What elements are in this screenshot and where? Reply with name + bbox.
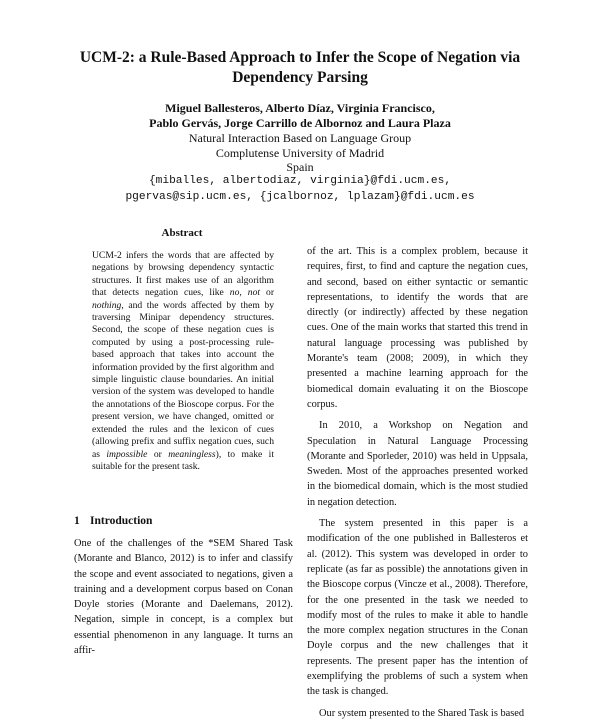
abstract-paragraph (92, 250, 274, 473)
body-paragraph: In 2010, a Workshop on Negation and Speculation in Natural Language Processing (Morante and Sporleder, 2010) was held in Uppsala, Sweden. Most of the approaches presented worked in the biomedical domain, which is the most studied in negation detection. (307, 420, 528, 508)
abstract-body (92, 250, 274, 473)
abstract-emphasis: no (229, 287, 240, 299)
body-paragraph: One of the challenges of the *SEM Shared Task (Morante and Blanco, 2012) is to infer and classify the scope and event associated to negations, given a training and a development corpus based on Conan Doyle stories (Morante and Daelemans, 2012). Negation, simple in concept, is a complex but essential phenomenon in any language. It turns an affir- (74, 538, 293, 657)
paper-title (50, 48, 550, 88)
affiliation-line: Complutense University of Madrid (215, 145, 385, 160)
abstract-emphasis: meaningless (168, 448, 216, 460)
abstract-text: or (260, 287, 275, 299)
abstract-text: ), to make it suitable for the present task. (92, 448, 274, 472)
abstract-emphasis: not (247, 287, 261, 299)
author-line: Miguel Ballesteros, Alberto Díaz, Virginia Francisco, (165, 101, 435, 115)
section-heading (74, 515, 152, 527)
abstract-text: , and the words affected by them by traversing Minipar dependency structures. Second, the scope of these negation cues is computed by using a post-processing rule-based approach that takes into account the information provided by the first algorithm and simple linguistic clause boundaries. An initial version of the system was developed to handle the annotations of the Bioscope corpus. For the present version, we have changed, omitted or extended the rules and the lexicon of cues (allowing prefix and suffix negation cues, such as (92, 299, 274, 460)
body-paragraph: The system presented in this paper is a modification of the one published in Ballesteros et al. (2012). This system was developed in order to replicate (as far as possible) the annotations given in the Bioscope corpus (Vincze et al., 2008). Therefore, for the one presented in the task we needed to modify most of the rules to make it able to handle the more complex negation structures in the Conan Doyle corpus and the new challenges that it represents. The present paper has the intention of exemplifying the problems of such a system when the task is changed. (307, 518, 528, 698)
affiliation (50, 131, 550, 175)
abstract-text: or (147, 448, 169, 460)
body-paragraph: Our system presented to the Shared Task is based (319, 707, 525, 719)
right-column-body (307, 244, 528, 721)
affiliation-line: Spain (286, 160, 314, 174)
abstract-emphasis: impossible (106, 448, 148, 460)
abstract-heading: Abstract (161, 227, 203, 239)
title-line: Dependency Parsing (232, 69, 368, 86)
author-line: Pablo Gervás, Jorge Carrillo de Albornoz and Laura Plaza (149, 116, 451, 130)
abstract-text: , (239, 287, 248, 299)
email-line: {miballes, albertodiaz, virginia}@fdi.ucm.es, (148, 175, 452, 187)
author-list (50, 101, 550, 131)
body-paragraph: of the art. This is a complex problem, because it requires, first, to find and capture the negation cues, and second, based on either syntactic or semantic representations, to identify the words that are directly (or indirectly) affected by these negation cues. One of the main works that started this trend in natural language processing was published by Morante's team (2008; 2009), in which they presented a machine learning approach for the biomedical domain evaluating it on the Bioscope corpus. (307, 246, 528, 410)
title-line: UCM-2: a Rule-Based Approach to Infer the Scope of Negation via (79, 49, 521, 66)
author-emails (50, 174, 550, 205)
abstract-text: UCM-2 infers the words that are affected by negations by browsing dependency syntactic structures. It first makes use of an algorithm that detects negation cues, like (92, 250, 274, 299)
email-line: pgervas@sip.ucm.es, {jcalbornoz, lplazam}@fdi.ucm.es (125, 190, 475, 203)
abstract-emphasis: nothing (92, 299, 122, 311)
affiliation-line: Natural Interaction Based on Language Group (188, 131, 412, 145)
left-column-body (74, 536, 293, 658)
section-title: Introduction (90, 515, 153, 527)
section-number: 1 (74, 515, 80, 527)
